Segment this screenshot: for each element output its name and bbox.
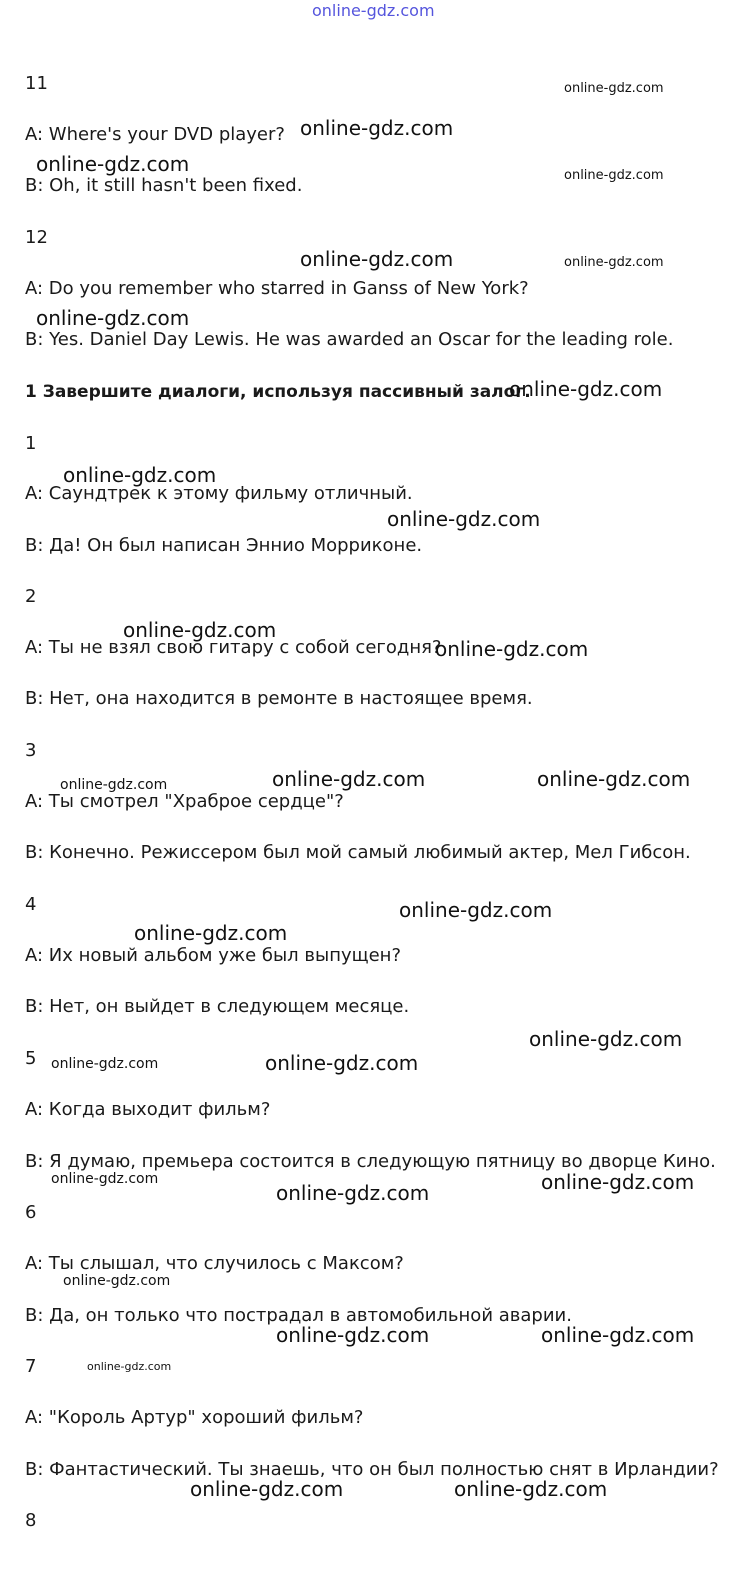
watermark-text: online-gdz.com [529,1027,683,1051]
watermark-text: online-gdz.com [265,1051,419,1075]
dialogue-line-b: B: Oh, it still hasn't been fixed. [25,175,303,196]
dialogue-number: 11 [25,73,48,94]
dialogue-number: 8 [25,1510,37,1531]
dialogue-line-a: A: "Король Артур" хороший фильм? [25,1407,364,1428]
dialogue-line-b: B: Конечно. Режиссером был мой самый любимый актер, Мел Гибсон. [25,842,691,863]
dialogue-line-a: A: Саундтрек к этому фильму отличный. [25,483,413,504]
watermark-text: online-gdz.com [63,1273,171,1289]
watermark-text: online-gdz.com [60,777,168,793]
watermark-text: online-gdz.com [564,255,664,270]
dialogue-number: 2 [25,586,37,607]
watermark-text: online-gdz.com [87,1360,172,1373]
watermark-text: online-gdz.com [541,1170,695,1194]
watermark-text: online-gdz.com [51,1056,159,1072]
dialogue-number: 4 [25,894,37,915]
watermark-text: online-gdz.com [134,921,288,945]
watermark-text: online-gdz.com [123,618,277,642]
dialogue-number: 3 [25,740,37,761]
watermark-text: online-gdz.com [399,898,553,922]
watermark-text: online-gdz.com [564,168,664,183]
watermark-text: online-gdz.com [564,81,664,96]
watermark-text: online-gdz.com [63,463,217,487]
task-heading: 1 Завершите диалоги, используя пассивный залог. [25,382,531,402]
dialogue-number: 1 [25,433,37,454]
watermark-text: online-gdz.com [541,1323,695,1347]
dialogue-number: 7 [25,1356,37,1377]
dialogue-line-a: A: Ты не взял свою гитару с собой сегодня? [25,637,442,658]
watermark-text: online-gdz.com [300,247,454,271]
dialogue-line-b: B: Нет, она находится в ремонте в настоящее время. [25,688,533,709]
dialogue-line-a: A: Их новый альбом уже был выпущен? [25,945,401,966]
watermark-text: online-gdz.com [190,1477,344,1501]
dialogue-line-b: B: Фантастический. Ты знаешь, что он был полностью снят в Ирландии? [25,1459,719,1480]
dialogue-line-a: A: Ты слышал, что случилось с Максом? [25,1253,404,1274]
site-header-watermark: online-gdz.com [312,1,435,20]
watermark-text: online-gdz.com [509,377,663,401]
dialogue-line-a: A: Когда выходит фильм? [25,1099,271,1120]
watermark-text: online-gdz.com [276,1181,430,1205]
watermark-text: online-gdz.com [435,637,589,661]
watermark-text: online-gdz.com [300,116,454,140]
watermark-text: online-gdz.com [51,1171,159,1187]
dialogue-line-b: B: Я думаю, премьера состоится в следующую пятницу во дворце Кино. [25,1151,716,1172]
dialogue-number: 6 [25,1202,37,1223]
dialogue-line-b: B: Нет, он выйдет в следующем месяце. [25,996,410,1017]
dialogue-number: 12 [25,227,48,248]
watermark-text: online-gdz.com [387,507,541,531]
dialogue-line-b: B: Да, он только что пострадал в автомобильной аварии. [25,1305,572,1326]
watermark-text: online-gdz.com [272,767,426,791]
dialogue-line-a: A: Do you remember who starred in Ganss of New York? [25,278,529,299]
dialogue-line-b: B: Yes. Daniel Day Lewis. He was awarded an Oscar for the leading role. [25,329,674,350]
dialogue-line-b: B: Да! Он был написан Эннио Морриконе. [25,535,423,556]
dialogue-number: 5 [25,1048,37,1069]
watermark-text: online-gdz.com [537,767,691,791]
watermark-text: online-gdz.com [276,1323,430,1347]
dialogue-line-a: A: Ты смотрел "Храброе сердце"? [25,791,344,812]
watermark-text: online-gdz.com [36,152,190,176]
watermark-text: online-gdz.com [36,306,190,330]
watermark-text: online-gdz.com [454,1477,608,1501]
dialogue-line-a: A: Where's your DVD player? [25,124,285,145]
